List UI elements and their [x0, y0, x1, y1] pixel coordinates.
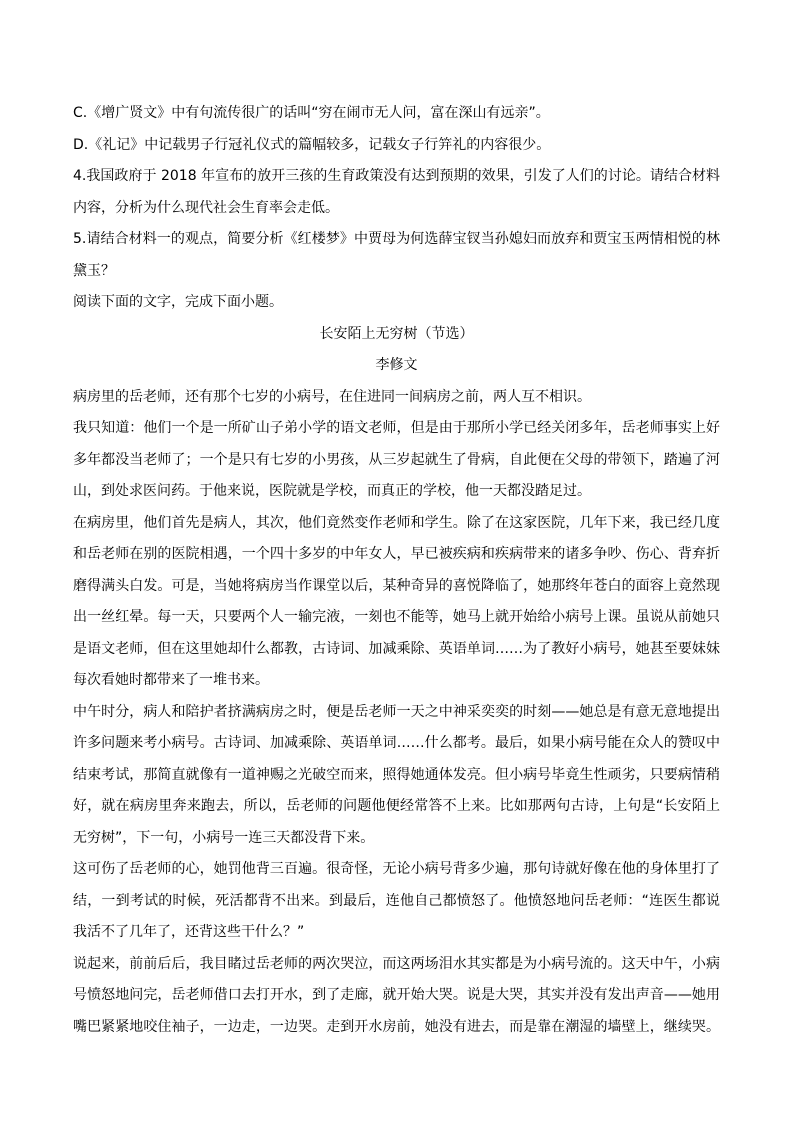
text-line: 中午时分，病人和陪护者挤满病房之时，便是岳老师一天之中神采奕奕的时刻——她总是有意无意地提出: [73, 703, 720, 720]
text-line: 多年都没当老师了；一个是只有七岁的小男孩，从三岁起就生了骨病，自此便在父母的带领下，踏遍了河: [73, 451, 720, 468]
text-line: 号愤怒地问完，岳老师借口去打开水，到了走廊，就开始大哭。说是大哭，其实并没有发出声音——她用: [73, 987, 720, 1003]
text-line: 结，一到考试的时候，死活都背不出来。到最后，连他自己都愤怒了。他愤怒地问岳老师：“连医生都说: [73, 892, 720, 909]
text-line: 黛玉？: [73, 262, 115, 279]
text-line: 无穷树”，下一句，小病号一连三天都没背下来。: [73, 829, 375, 846]
text-line: 出一丝红晕。每一天，只要两个人一输完液，一刻也不能等，她马上就开始给小病号上课。虽说从前她只: [73, 609, 720, 625]
text-line: 内容，分析为什么现代社会生育率会走低。: [73, 199, 339, 216]
text-line: 是语文老师，但在这里她却什么都教，古诗词、加减乘除、英语单词……为了教好小病号，她甚至要妹妹: [73, 640, 720, 657]
text-line: 这可伤了岳老师的心，她罚他背三百遍。很奇怪，无论小病号背多少遍，那句诗就好像在他的身体里打了: [73, 861, 720, 877]
text-line: 结束考试，那简直就像有一道神赐之光破空而来，照得她通体发亮。但小病号毕竟生性顽劣，只要病情稍: [73, 766, 720, 783]
text-line: 和岳老师在别的医院相遇，一个四十多岁的中年女人，早已被疾病和疾病带来的诸多争吵、伤心、背弃折: [73, 546, 720, 562]
text-line: D.《礼记》中记载男子行冠礼仪式的篇幅较多，记载女子行笄礼的内容很少。: [73, 136, 551, 153]
text-line: 我活不了几年了，还背这些干什么？”: [73, 924, 305, 940]
text-line: 嘴巴紧紧地咬住袖子，一边走，一边哭。走到开水房前，她没有进去，而是靠在潮湿的墙壁上，继续哭。: [73, 1018, 720, 1035]
document-body: [73, 98, 720, 1043]
text-line: 每次看她时都带来了一堆书来。: [73, 672, 269, 688]
text-line: 磨得满头白发。可是，当她将病房当作课堂以后，某种奇异的喜悦降临了，她那终年苍白的面容上竟然现: [73, 577, 720, 594]
text-line: 说起来，前前后后，我目睹过岳老师的两次哭泣，而这两场泪水其实都是为小病号流的。这天中午，小病: [73, 955, 720, 972]
heading-line: 李修文: [375, 357, 418, 373]
text-line: 在病房里，他们首先是病人，其次，他们竟然变作老师和学生。除了在这家医院，几年下来，我已经几度: [73, 514, 720, 531]
text-line: 5.请结合材料一的观点，简要分析《红楼梦》中贾母为何选薛宝钗当孙媳妇而放弃和贾宝玉两情相悦的林: [73, 231, 720, 247]
text-line: 病房里的岳老师，还有那个七岁的小病号，在住进同一间病房之前，两人互不相识。: [73, 388, 591, 405]
text-line: 好，就在病房里奔来跑去，所以，岳老师的问题他便经常答不上来。比如那两句古诗，上句是“长安陌上: [73, 798, 720, 814]
heading-line: 长安陌上无穷树（节选）: [319, 325, 474, 342]
text-line: 我只知道：他们一个是一所矿山子弟小学的语文老师，但是由于那所小学已经关闭多年，岳老师事实上好: [73, 420, 720, 436]
text-line: 4.我国政府于 2018 年宣布的放开三孩的生育政策没有达到预期的效果，引发了人们的讨论。请结合材料: [73, 168, 720, 184]
text-line: 许多问题来考小病号。古诗词、加减乘除、英语单词……什么都考。最后，如果小病号能在众人的赞叹中: [73, 735, 720, 751]
text-line: 阅读下面的文字，完成下面小题。: [73, 294, 283, 310]
text-line: C.《增广贤文》中有句流传很广的话叫“穷在闹市无人问，富在深山有远亲”。: [73, 105, 550, 121]
text-line: 山，到处求医问药。于他来说，医院就是学校，而真正的学校，他一天都没踏足过。: [73, 483, 591, 499]
